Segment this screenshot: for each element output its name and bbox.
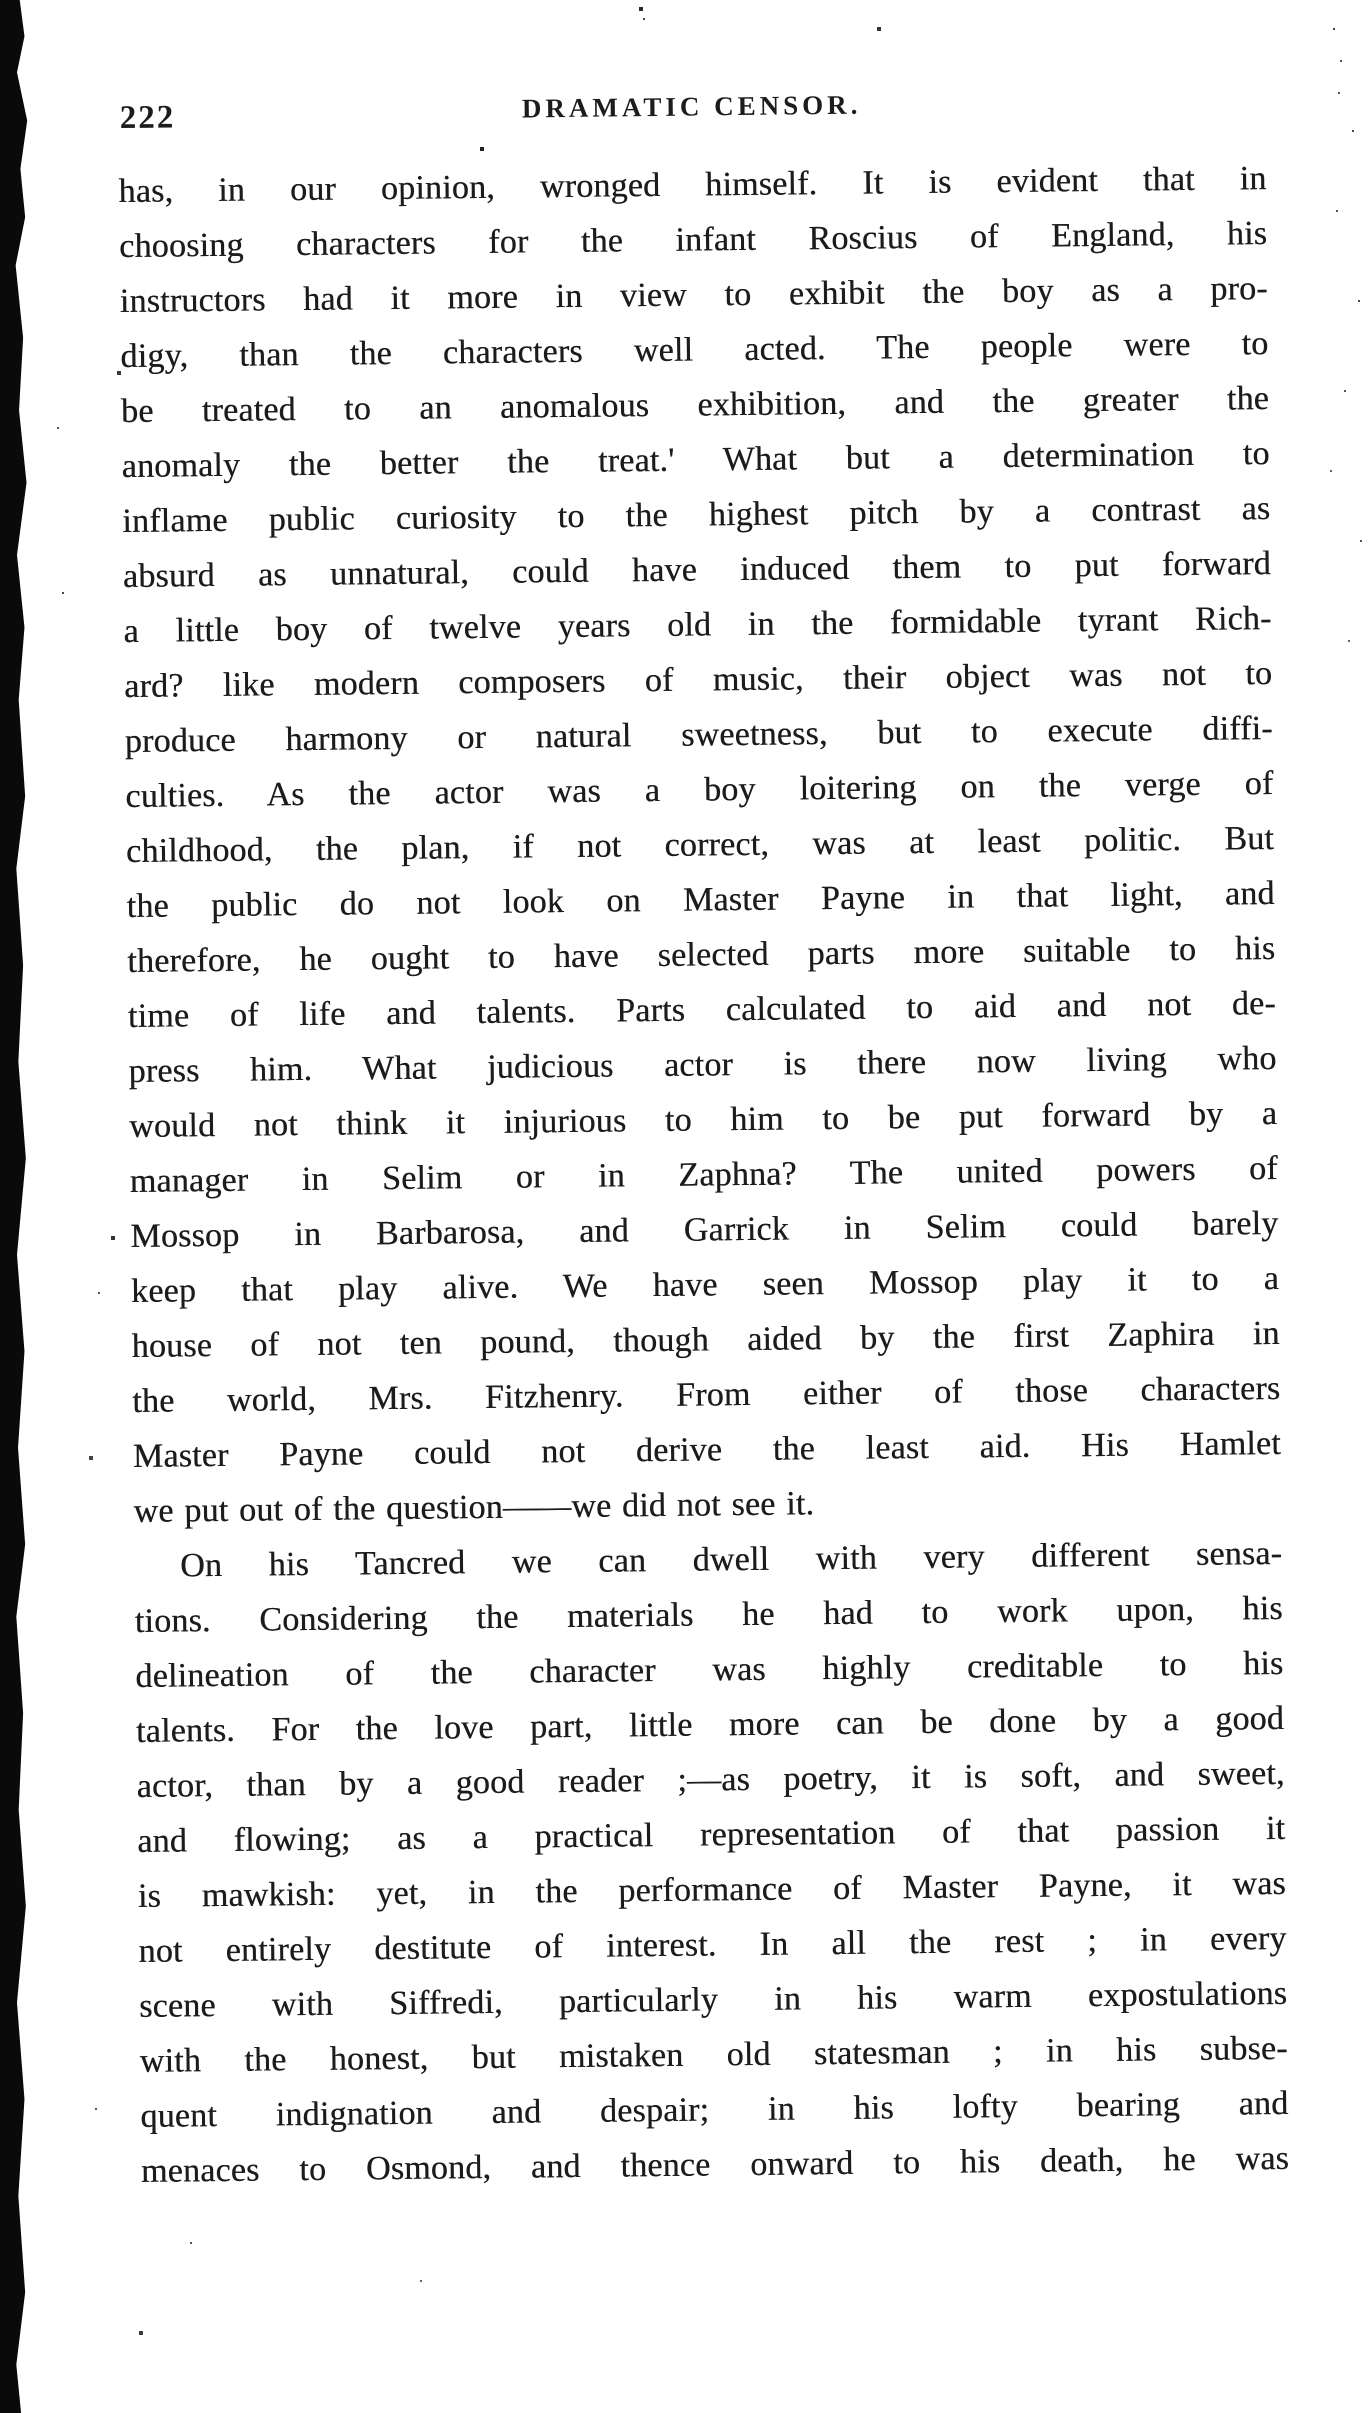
text-line: produce harmony or natural sweetness, but to execute diffi-: [124, 709, 1273, 761]
text-line: press him. What judicious actor is there now living who: [128, 1039, 1277, 1090]
text-line: culties. As the actor was a boy loitering on the verge of: [125, 764, 1274, 816]
text-line: actor, than by a good reader ;—as poetry, it is soft, and sweet,: [136, 1754, 1285, 1805]
text-line: the public do not look on Master Payne in that light, and: [126, 874, 1275, 926]
text-line: scene with Siffredi, particularly in his warm expostulations: [138, 1974, 1288, 2025]
page-header: [117, 79, 1266, 150]
text-line: ard? like modern composers of music, their object was not to: [123, 654, 1273, 706]
page-number: 222: [119, 99, 176, 137]
text-line: and flowing; as a practical representation of that passion it: [137, 1809, 1286, 1860]
page: [117, 79, 1289, 2199]
text-line: absurd as unnatural, could have induced them to put forward: [122, 545, 1272, 596]
text-line: not entirely destitute of interest. In all the rest ; in every: [138, 1919, 1287, 1970]
text-line: delineation of the character was highly creditable to his: [135, 1644, 1284, 1695]
text-line: On his Tancred we can dwell with very different sensa-: [179, 1534, 1283, 1585]
text-line: instructors had it more in view to exhibit the boy as a pro-: [119, 270, 1268, 321]
text-line: quent indignation and despair; in his lofty bearing and: [140, 2084, 1289, 2135]
text-line: has, in our opinion, wronged himself. It is evident that in: [118, 160, 1267, 211]
text-line: tions. Considering the materials he had to work upon, his: [134, 1589, 1283, 1640]
text-line: a little boy of twelve years old in the formidable tyrant Rich-: [123, 599, 1272, 651]
running-title: DRAMATIC CENSOR.: [521, 89, 862, 124]
text-line: be treated to an anomalous exhibition, and the greater the: [120, 380, 1270, 431]
text-line: digy, than the characters well acted. The people were to: [120, 325, 1269, 376]
text-line: keep that play alive. We have seen Mossop play it to a: [130, 1259, 1280, 1310]
text-line: inflame public curiosity to the highest pitch by a contrast as: [122, 490, 1271, 541]
text-line: the world, Mrs. Fitzhenry. From either of those characters: [132, 1369, 1281, 1420]
text-line: talents. For the love part, little more can be done by a good: [135, 1699, 1285, 1750]
page-body: [118, 151, 1289, 2199]
book-binding-edge: [0, 0, 34, 2413]
text-line: manager in Selim or in Zaphna? The united powers of: [129, 1149, 1278, 1200]
text-line: childhood, the plan, if not correct, was at least politic. But: [125, 819, 1275, 871]
text-line: time of life and talents. Parts calculated to aid and not de-: [127, 984, 1277, 1035]
text-line: would not think it injurious to him to be put forward by a: [128, 1094, 1278, 1145]
text-line: is mawkish: yet, in the performance of Master Payne, it was: [137, 1864, 1287, 1915]
text-line: menaces to Osmond, and thence onward to his death, he was: [140, 2139, 1290, 2190]
paragraph: [118, 151, 1282, 1539]
text-line: house of not ten pound, though aided by the first Zaphira in: [131, 1314, 1280, 1365]
text-line: choosing characters for the infant Roscius of England, his: [118, 215, 1268, 266]
text-line: Master Payne could not derive the least aid. His Hamlet: [132, 1424, 1282, 1475]
text-line: we put out of the question——we did not see it.: [133, 1485, 815, 1530]
text-line: Mossop in Barbarosa, and Garrick in Selim could barely: [130, 1204, 1279, 1255]
paragraph: [134, 1526, 1289, 2199]
text-line: with the honest, but mistaken old statesman ; in his subse-: [139, 2029, 1288, 2080]
text-line: therefore, he ought to have selected parts more suitable to his: [127, 929, 1276, 980]
text-line: anomaly the better the treat.' What but a determination to: [121, 435, 1270, 486]
scan-speckles: [0, 0, 2, 2]
